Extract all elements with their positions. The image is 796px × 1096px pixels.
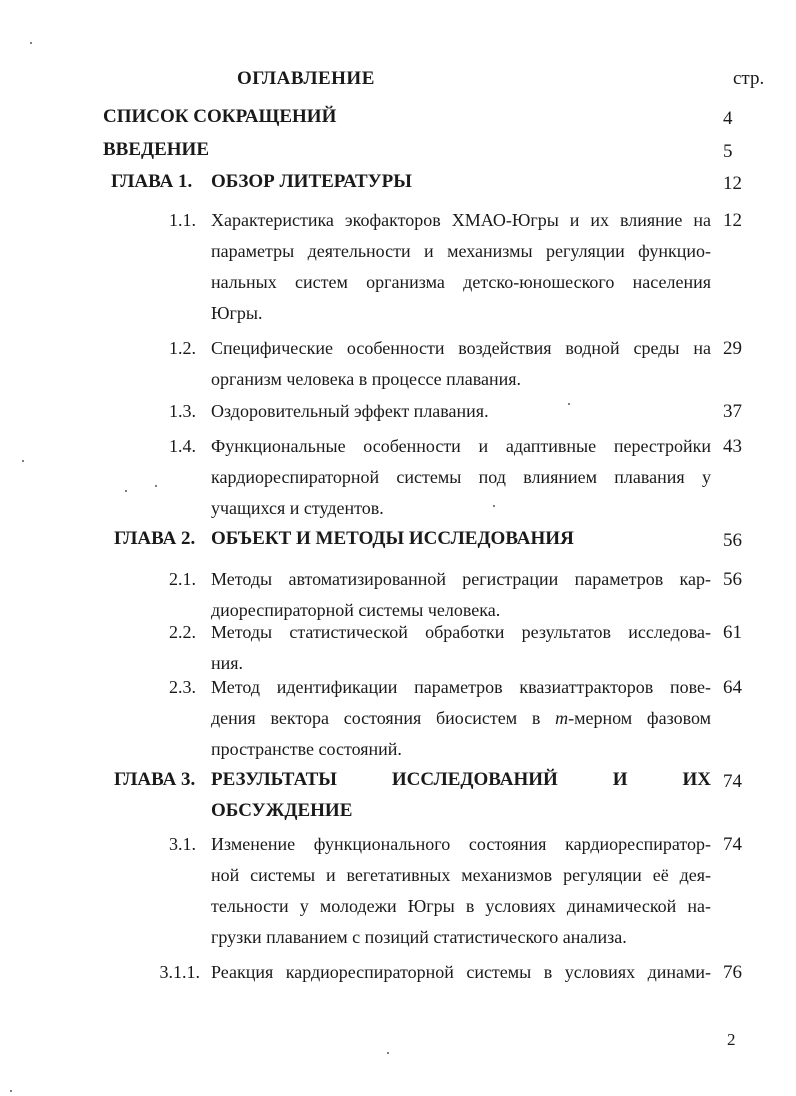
section-2-3-number: 2.3.	[169, 677, 196, 697]
toc-page-abbr: 4	[723, 108, 733, 129]
chapter-1-label: ГЛАВА 1.	[111, 171, 193, 192]
section-1-2-page: 29	[723, 338, 742, 359]
section-3-1-number: 3.1.	[169, 834, 196, 854]
scan-speck	[568, 403, 570, 405]
section-1-2-number: 1.2.	[169, 338, 196, 358]
section-2-1-line-1: Методы автоматизированной регистрации параметров кар-	[211, 569, 711, 589]
section-2-3-line-1: Метод идентификации параметров квазиаттракторов пове-	[211, 677, 711, 697]
section-1-4-title	[211, 431, 711, 524]
page-column-label: стр.	[733, 68, 765, 89]
section-2-1-number: 2.1.	[169, 569, 196, 589]
chapter-3-word-4: ИХ	[682, 769, 711, 790]
section-1-4-page: 43	[723, 436, 742, 457]
section-1-1-line-3: нальных систем организма детско-юношеского населения	[211, 272, 711, 292]
section-1-4-line-3: учащихся и студентов.	[211, 498, 384, 518]
scan-speck	[125, 490, 127, 492]
chapter-3-word-3: И	[612, 769, 628, 790]
section-3-1-line-4: грузки плаванием с позиций статистического анализа.	[211, 927, 627, 947]
section-1-4-line-2: кардиореспираторной системы под влиянием плавания у	[211, 467, 711, 487]
section-3-1-line-2: ной системы и вегетативных механизмов регуляции её дея-	[211, 865, 711, 885]
section-1-1-line-1: Характеристика экофакторов ХМАО-Югры и их влияние на	[211, 210, 711, 230]
chapter-2-label: ГЛАВА 2.	[114, 528, 196, 549]
section-3-1-1-line-1: Реакция кардиореспираторной системы в условиях динами-	[211, 962, 711, 982]
toc-title: ОГЛАВЛЕНИЕ	[237, 68, 375, 89]
section-1-4-line-1: Функциональные особенности и адаптивные перестройки	[211, 436, 711, 456]
chapter-3-word-1: РЕЗУЛЬТАТЫ	[211, 769, 337, 790]
scan-speck	[493, 505, 495, 507]
section-2-3-line-2-pre: дения вектора состояния биосистем в	[211, 708, 556, 728]
section-3-1-1-title	[211, 957, 711, 988]
section-2-3-line-2	[211, 703, 711, 734]
section-1-1-page: 12	[723, 210, 742, 231]
section-2-2-line-1: Методы статистической обработки результатов исследова-	[211, 622, 711, 642]
section-3-1-line-1: Изменение функционального состояния кардиореспиратор-	[211, 834, 711, 854]
scan-speck	[30, 42, 32, 44]
section-1-3-number: 1.3.	[169, 401, 196, 421]
section-2-1-line-2: диореспираторной системы человека.	[211, 600, 501, 620]
section-1-1-line-4: Югры.	[211, 303, 263, 323]
section-1-1-line-2: параметры деятельности и механизмы регуляции функцио-	[211, 241, 711, 261]
section-2-2-page: 61	[723, 622, 742, 643]
section-1-4-number: 1.4.	[169, 436, 196, 456]
section-1-2-title	[211, 333, 711, 395]
section-1-1-number: 1.1.	[169, 210, 196, 230]
section-2-3-line-2-post: -мерном фазовом	[568, 708, 711, 728]
section-2-1-page: 56	[723, 569, 742, 590]
toc-page-intro: 5	[723, 141, 733, 162]
section-2-3-page: 64	[723, 677, 742, 698]
scan-speck	[387, 1052, 389, 1054]
scan-speck	[10, 1090, 12, 1092]
section-2-2-number: 2.2.	[169, 622, 196, 642]
section-1-1-title	[211, 205, 711, 329]
chapter-2-title: ОБЪЕКТ И МЕТОДЫ ИССЛЕДОВАНИЯ	[211, 528, 574, 549]
chapter-3-title-line-2: ОБСУЖДЕНИЕ	[211, 800, 353, 821]
section-3-1-1-page: 76	[723, 962, 742, 983]
section-3-1-1-number: 3.1.1.	[159, 962, 200, 982]
scan-speck	[155, 485, 157, 487]
section-1-3-line-1: Оздоровительный эффект плавания.	[211, 401, 489, 421]
section-3-1-title	[211, 829, 711, 953]
toc-entry-abbr: СПИСОК СОКРАЩЕНИЙ	[103, 106, 337, 127]
scan-speck	[22, 460, 24, 462]
chapter-1-title: ОБЗОР ЛИТЕРАТУРЫ	[211, 171, 412, 192]
section-1-3-title	[211, 396, 711, 427]
section-2-3-m-symbol: m	[555, 708, 569, 728]
section-2-3-title	[211, 672, 711, 765]
section-2-2-title	[211, 617, 711, 679]
section-2-2-line-2: ния.	[211, 653, 244, 673]
page-number: 2	[727, 1030, 736, 1049]
section-3-1-page: 74	[723, 834, 742, 855]
toc-entry-intro: ВВЕДЕНИЕ	[103, 139, 209, 160]
chapter-2-page: 56	[723, 530, 742, 551]
chapter-1-page: 12	[723, 173, 742, 194]
section-1-2-line-1: Специфические особенности воздействия водной среды на	[211, 338, 711, 358]
chapter-3-label: ГЛАВА 3.	[114, 769, 196, 790]
chapter-3-title-line-1	[211, 769, 711, 791]
section-1-2-line-2: организм человека в процессе плавания.	[211, 369, 522, 389]
chapter-3-word-2: ИССЛЕДОВАНИЙ	[391, 769, 558, 790]
chapter-3-page: 74	[723, 771, 742, 792]
section-1-3-page: 37	[723, 401, 742, 422]
section-2-3-line-3: пространстве состояний.	[211, 739, 402, 759]
section-3-1-line-3: тельности у молодежи Югры в условиях динамической на-	[211, 896, 711, 916]
